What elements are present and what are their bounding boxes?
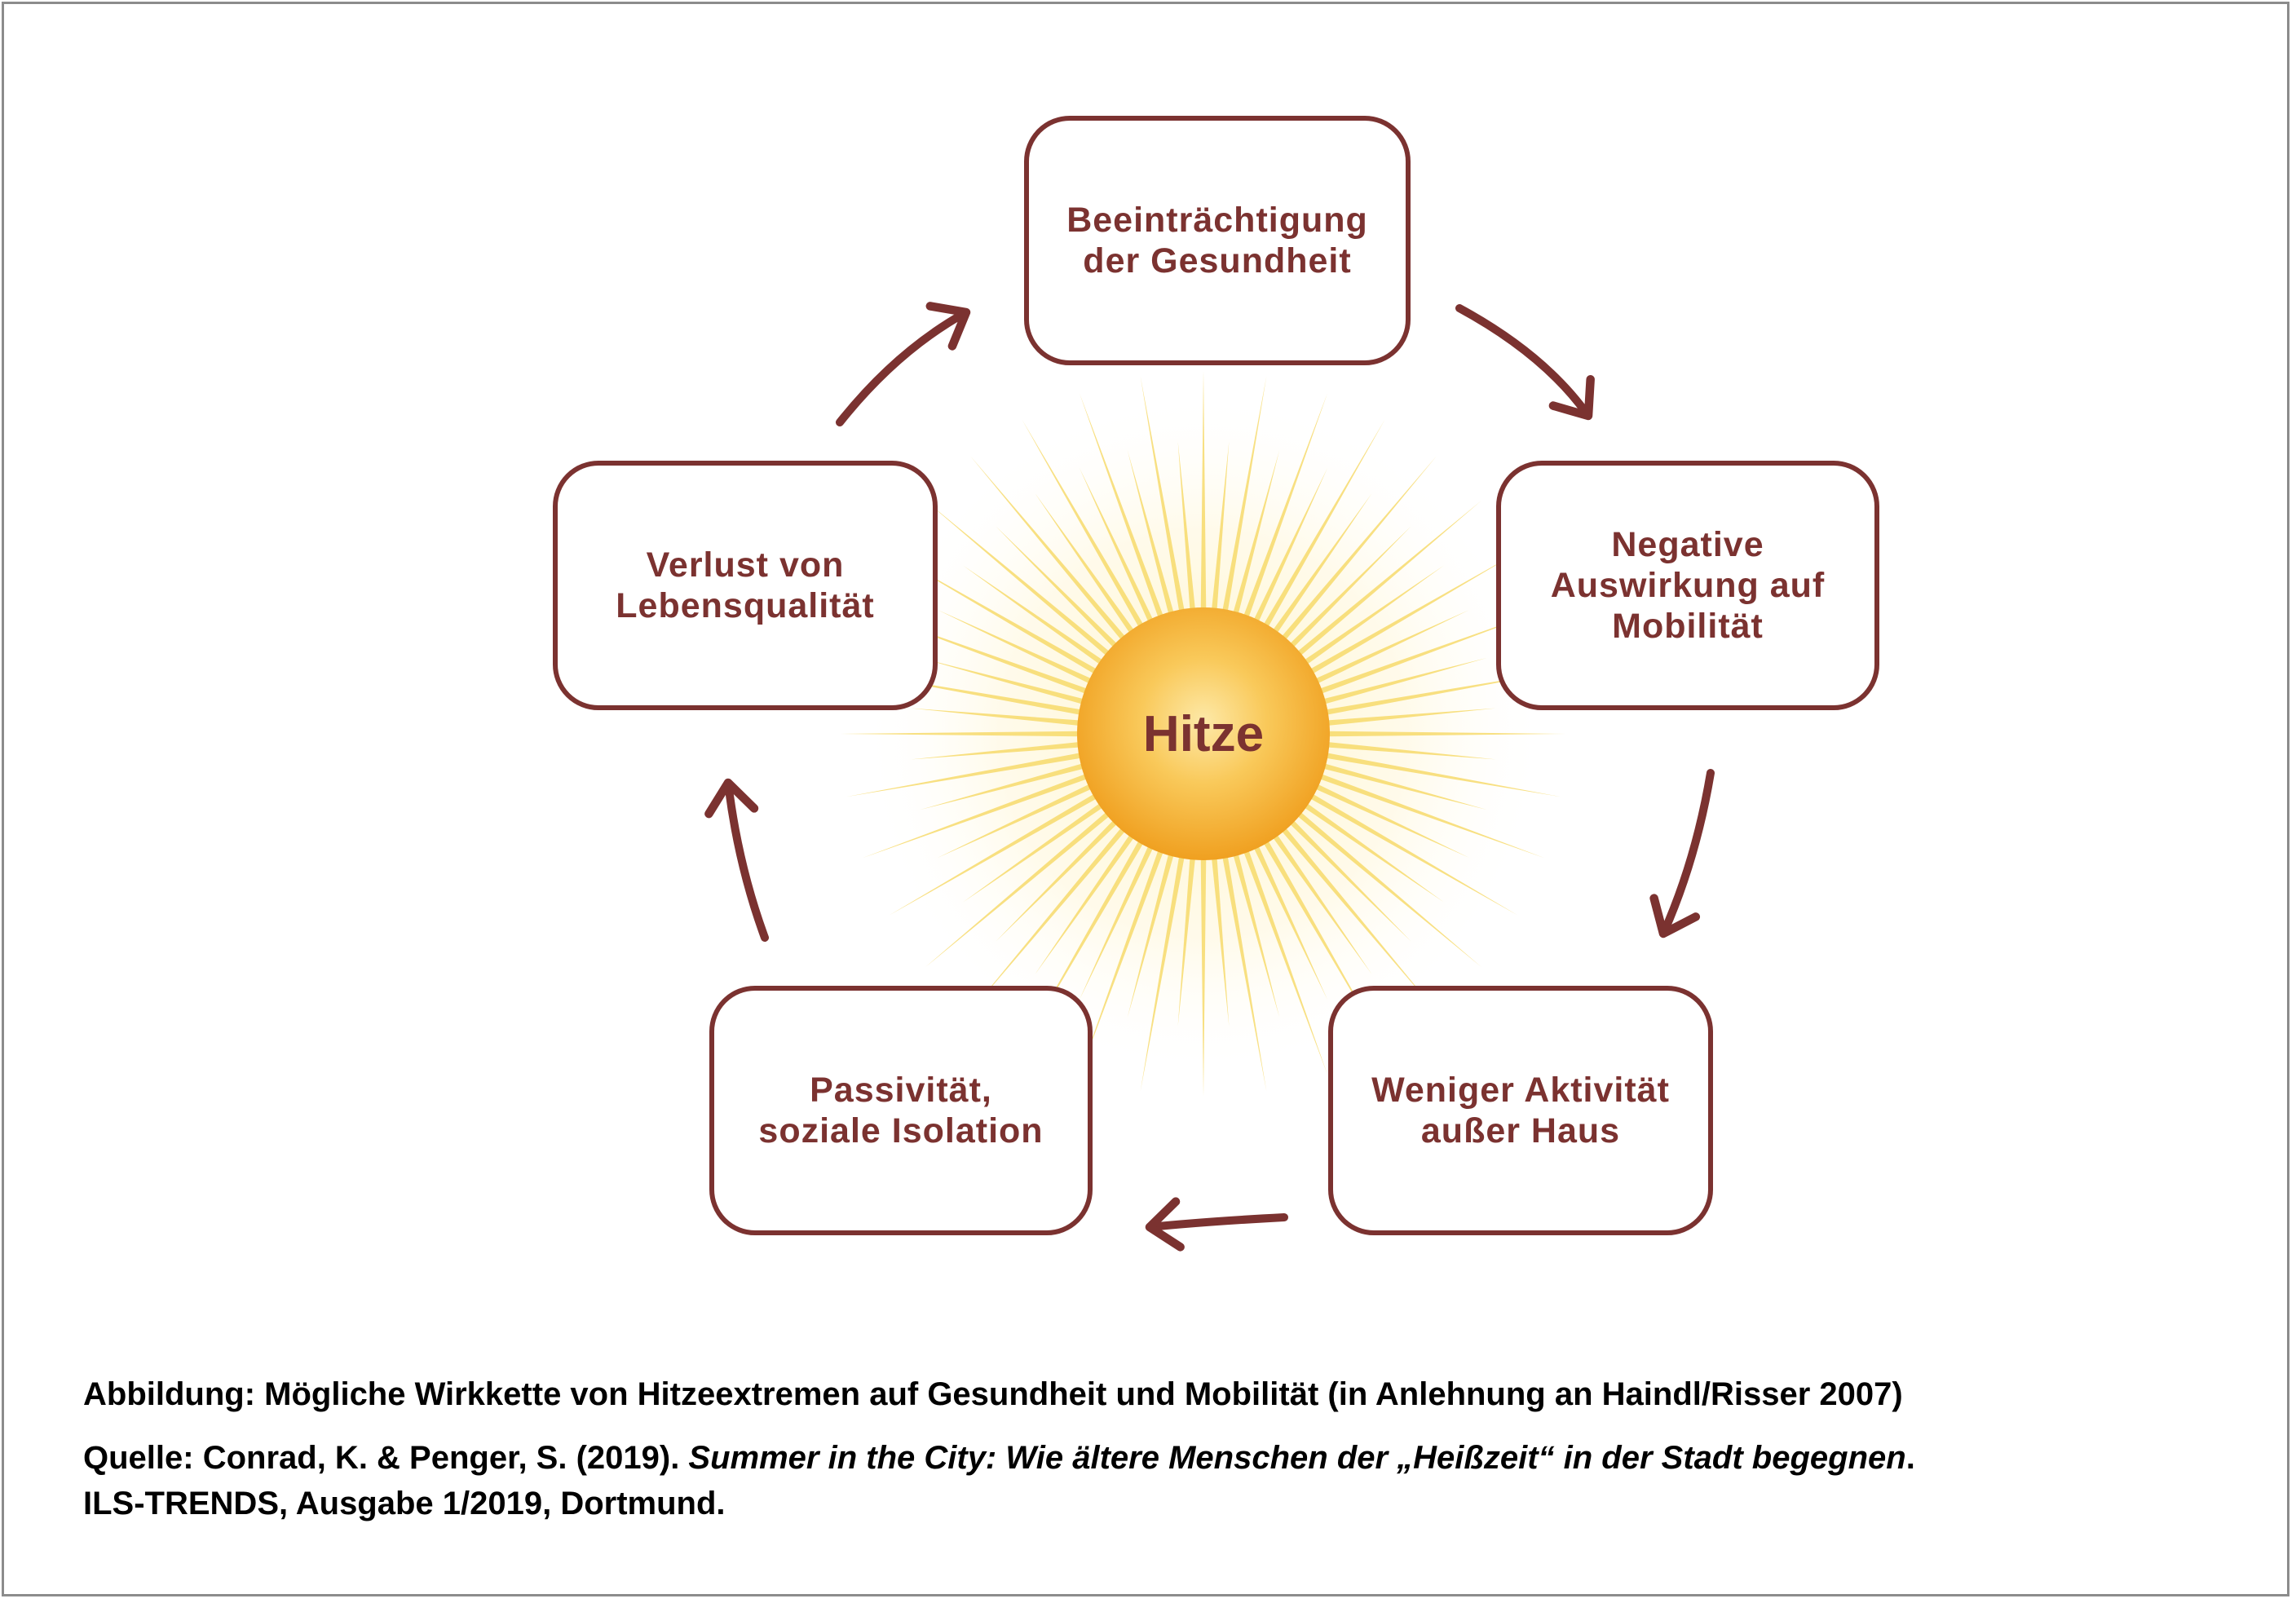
figure-source	[83, 1435, 1915, 1526]
arrow-top-to-right	[1459, 308, 1588, 416]
box-health-impairment: Beeinträchtigung der Gesundheit	[1024, 116, 1411, 365]
source-prefix: Quelle: Conrad, K. & Penger, S. (2019).	[83, 1440, 689, 1476]
source-title: Summer in the City: Wie ältere Menschen der „Heißzeit“ in der Stadt begegnen	[688, 1440, 1906, 1476]
arrow-left-to-top	[840, 312, 966, 422]
box-negative-mobility-impact: Negative Auswirkung auf Mobilität	[1496, 461, 1879, 710]
source-line-2: ILS-TRENDS, Ausgabe 1/2019, Dortmund.	[83, 1486, 726, 1521]
source-suffix: .	[1905, 1440, 1915, 1476]
figure-caption: Abbildung: Mögliche Wirkkette von Hitzeextremen auf Gesundheit und Mobilität (in Anlehnung an Haindl/Risser 2007)	[83, 1376, 1903, 1412]
arrow-right-to-bottom-right	[1663, 773, 1711, 934]
arrow-bottom-right-to-bottom-left	[1150, 1217, 1284, 1227]
center-label-hitze: Hitze	[1142, 705, 1265, 762]
box-loss-of-quality-of-life: Verlust von Lebensqualität	[553, 461, 938, 710]
box-passivity-isolation: Passivität, soziale Isolation	[709, 986, 1093, 1235]
arrow-bottom-left-to-left	[728, 783, 765, 938]
box-less-outdoor-activity: Weniger Aktivität außer Haus	[1328, 986, 1713, 1235]
